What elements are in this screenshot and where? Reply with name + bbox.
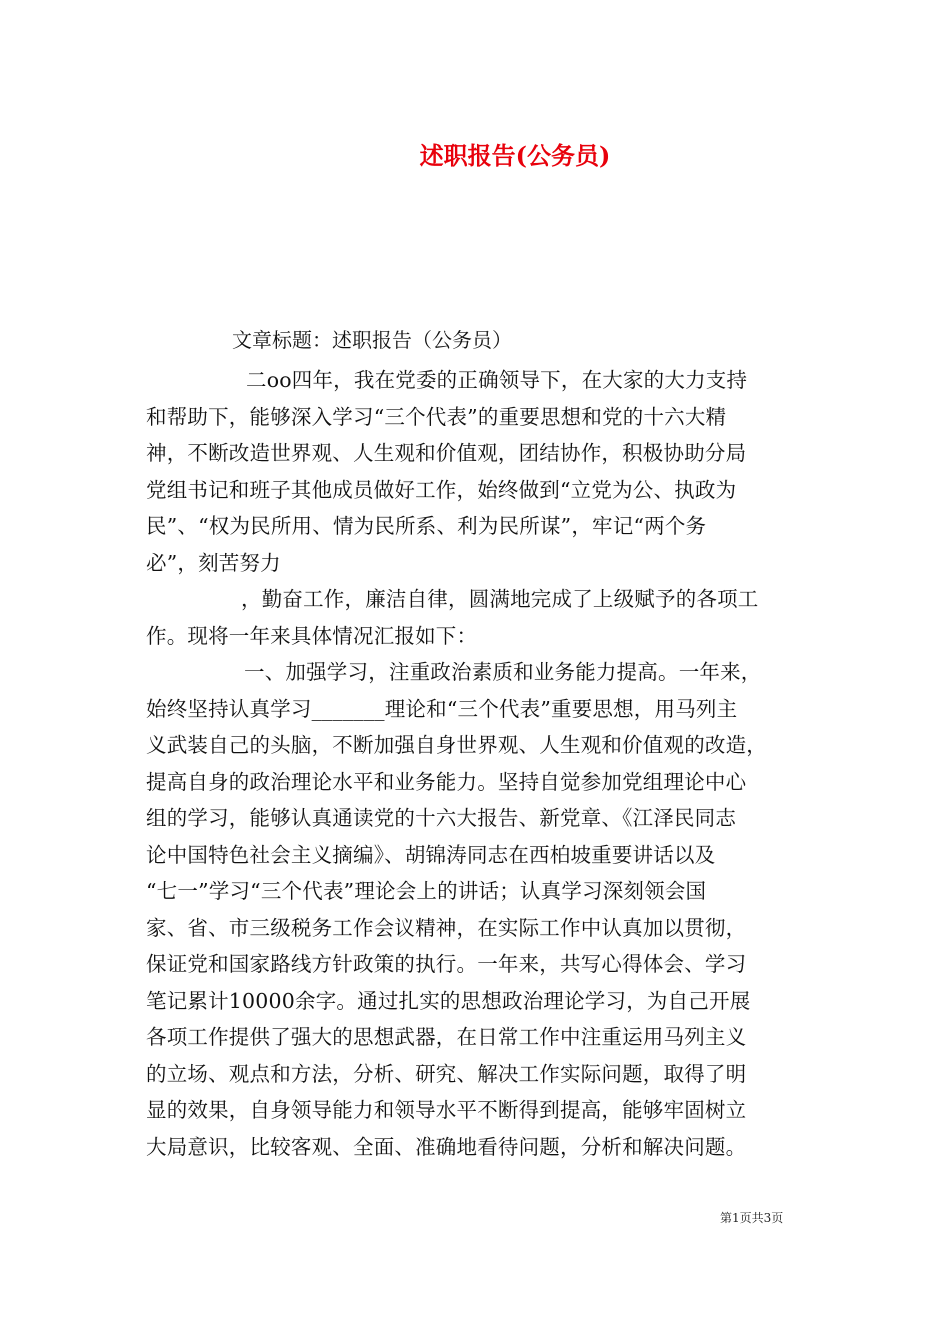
paragraph-line: 保证党和国家路线方针政策的执行。一年来，共写心得体会、学习 xyxy=(146,952,747,976)
paragraph-line: 神，不断改造世界观、人生观和价值观，团结协作，积极协助分局 xyxy=(146,441,747,465)
paragraph-line: 二oo四年，我在党委的正确领导下，在大家的大力支持 xyxy=(246,368,748,392)
paragraph-line: 各项工作提供了强大的思想武器，在日常工作中注重运用马列主义 xyxy=(146,1025,747,1049)
page-footer: 第1页共3页 xyxy=(720,1211,784,1225)
paragraph-1 xyxy=(146,362,836,581)
paragraph-line: 一、加强学习，注重政治素质和业务能力提高。一年来， xyxy=(244,660,762,684)
paragraph-line: 作。现将一年来具体情况汇报如下： xyxy=(146,623,478,648)
paragraph-line: 和帮助下，能够深入学习“三个代表”的重要思想和党的十六大精 xyxy=(146,404,727,429)
paragraph-line: 大局意识，比较客观、全面、准确地看待问题，分析和解决问题。 xyxy=(146,1134,747,1159)
paragraph-3 xyxy=(146,654,836,1165)
paragraph-line: 始终坚持认真学习_______理论和“三个代表”重要思想，用马列主 xyxy=(146,696,738,721)
paragraph-line: 必”，刻苦努力 xyxy=(146,550,281,575)
paragraph-line: 组的学习，能够认真通读党的十六大报告、新党章、《江泽民同志 xyxy=(146,806,737,830)
paragraph-2 xyxy=(146,581,836,654)
article-title-line: 文章标题：述职报告（公务员） xyxy=(232,328,512,352)
page-title: 述职报告(公务员) xyxy=(419,141,611,170)
paragraph-line: 义武装自己的头脑，不断加强自身世界观、人生观和价值观的改造， xyxy=(146,733,767,757)
paragraph-line: 家、省、市三级税务工作会议精神，在实际工作中认真加以贯彻， xyxy=(146,915,747,940)
paragraph-line: 显的效果，自身领导能力和领导水平不断得到提高，能够牢固树立 xyxy=(146,1098,747,1122)
paragraph-line: “七一”学习“三个代表”理论会上的讲话；认真学习深刻领会国 xyxy=(146,879,707,903)
paragraph-line: 党组书记和班子其他成员做好工作，始终做到“立党为公、执政为 xyxy=(146,477,737,502)
paragraph-line: 的立场、观点和方法，分析、研究、解决工作实际问题，取得了明 xyxy=(146,1061,747,1086)
paragraph-line: 提高自身的政治理论水平和业务能力。坚持自觉参加党组理论中心 xyxy=(146,769,747,794)
paragraph-line: 论中国特色社会主义摘编》、胡锦涛同志在西柏坡重要讲话以及 xyxy=(146,842,716,867)
paragraph-line: 笔记累计10000余字。通过扎实的思想政治理论学习，为自己开展 xyxy=(146,988,751,1013)
paragraph-line: ，勤奋工作，廉洁自律，圆满地完成了上级赋予的各项工 xyxy=(241,587,759,611)
paragraph-line: 民”、“权为民所用、情为民所系、利为民所谋”，牢记“两个务 xyxy=(146,514,707,538)
